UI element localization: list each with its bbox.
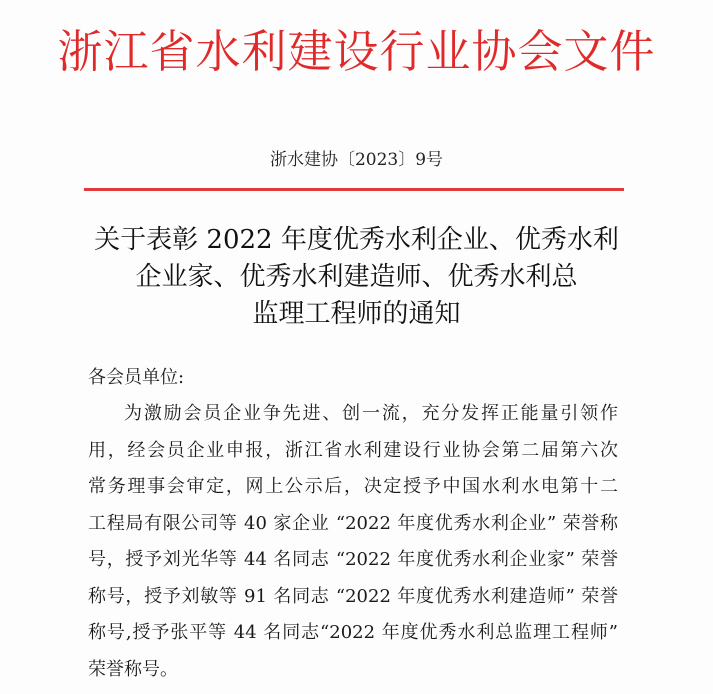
paragraph-line: 工程局有限公司等 40 家企业 “2022 年度优秀水利企业” 荣誉称 <box>88 512 618 534</box>
paragraph-line: 称号,授予张平等 44 名同志“2022 年度优秀水利总监理工程师” <box>88 622 618 643</box>
red-divider-line <box>84 188 624 191</box>
notice-body <box>88 360 618 688</box>
notice-title-line: 关于表彰 2022 年度优秀水利企业、优秀水利 <box>94 225 619 255</box>
salutation: 各会员单位: <box>88 367 185 388</box>
notice-title-line: 企业家、优秀水利建造师、优秀水利总 <box>135 262 578 292</box>
paragraph-line: 为激励会员企业争先进、创一流，充分发挥正能量引领作 <box>124 403 618 424</box>
paragraph-line: 称号，授予刘敏等 91 名同志 “2022 年度优秀水利建造师” 荣誉 <box>88 585 618 607</box>
notice-title <box>60 222 653 333</box>
paragraph-line: 荣誉称号。 <box>88 658 178 680</box>
document-header-title: 浙江省水利建设行业协会文件 <box>57 25 656 78</box>
paragraph-line: 号，授予刘光华等 44 名同志 “2022 年度优秀水利企业家” 荣誉 <box>88 549 618 570</box>
document-number: 浙水建协〔2023〕9号 <box>269 150 444 170</box>
body-paragraph <box>88 396 618 688</box>
paragraph-line: 用，经会员企业申报，浙江省水利建设行业协会第二届第六次 <box>88 439 618 461</box>
paragraph-line: 常务理事会审定，网上公示后，决定授予中国水利水电第十二 <box>88 476 618 497</box>
notice-title-line: 监理工程师的通知 <box>252 299 461 329</box>
